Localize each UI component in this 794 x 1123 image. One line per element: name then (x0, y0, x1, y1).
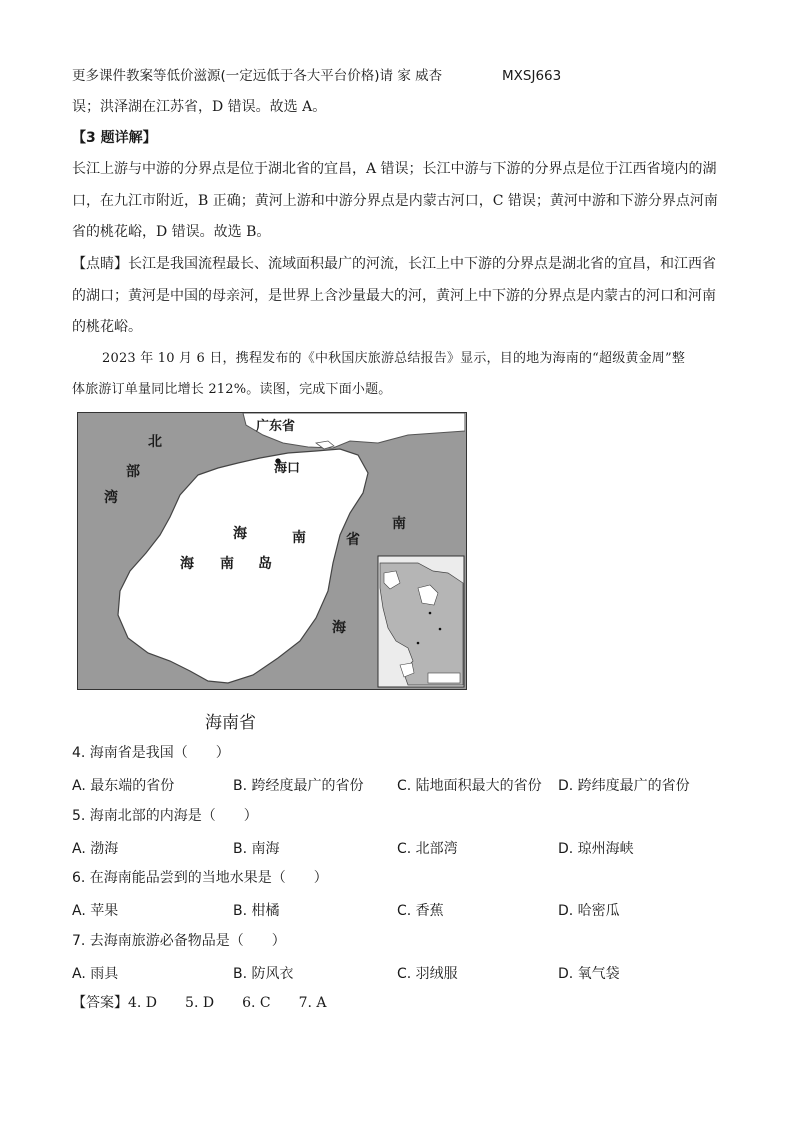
question-6-option-d: D. 哈密瓜 (558, 903, 620, 919)
label-bu: 部 (126, 464, 140, 480)
question-7-option-d: D. 氧气袋 (558, 966, 620, 982)
question-4-option-b: B. 跨经度最广的省份 (233, 778, 364, 794)
label-island-nan: 南 (220, 556, 234, 572)
detail3-heading: 【3 题详解】 (72, 130, 157, 146)
label-hai-sea: 海 (332, 620, 346, 636)
question-4-option-d: D. 跨纬度最广的省份 (558, 778, 690, 794)
question-4-option-a: A. 最东端的省份 (72, 778, 175, 794)
map-caption: 海南省 (205, 713, 256, 733)
question-5-option-d: D. 琼州海峡 (558, 841, 634, 857)
hainan-map (77, 412, 467, 690)
label-guangdong: 广东省 (256, 419, 296, 434)
question-6-option-c: C. 香蕉 (397, 903, 444, 919)
question-7-option-c: C. 羽绒服 (397, 966, 458, 982)
tip-line-2: 的湖口；黄河是中国的母亲河，是世界上含沙量最大的河，黄河上中下游的分界点是内蒙古的河口和河南 (72, 288, 716, 304)
question-5-stem: 5. 海南北部的内海是（ ） (72, 808, 258, 824)
intro-line-2: 体旅游订单量同比增长 212%。读图，完成下面小题。 (72, 382, 392, 397)
label-sheng: 省 (346, 532, 360, 548)
header-promo: 更多课件教案等低价滋源(一定远低于各大平台价格)请 家 威杏 (72, 68, 443, 84)
question-7-option-b: B. 防风衣 (233, 966, 294, 982)
label-bei: 北 (148, 434, 162, 450)
question-6-option-b: B. 柑橘 (233, 903, 280, 919)
question-7-option-a: A. 雨具 (72, 966, 119, 982)
detail3-line-3: 省的桃花峪，D 错误。故选 B。 (72, 224, 271, 240)
hainan-island (118, 449, 368, 683)
detail3-line-2: 口，在九江市附近，B 正确；黄河上游和中游分界点是内蒙古河口，C 错误；黄河中游和下游分界点河南 (72, 193, 718, 209)
question-6-stem: 6. 在海南能品尝到的当地水果是（ ） (72, 870, 328, 886)
question-5-option-b: B. 南海 (233, 841, 280, 857)
tip-line-1: 【点睛】长江是我国流程最长、流域面积最广的河流，长江上中下游的分界点是湖北省的宜昌，和江西省 (72, 256, 716, 272)
question-4-option-c: C. 陆地面积最大的省份 (397, 778, 542, 794)
tip-line-3: 的桃花峪。 (72, 319, 142, 335)
label-hai-province: 海 (233, 526, 247, 542)
question-7-stem: 7. 去海南旅游必备物品是（ ） (72, 933, 286, 949)
label-island-hai: 海 (180, 556, 194, 572)
question-4-stem: 4. 海南省是我国（ ） (72, 745, 230, 761)
header-banner (72, 66, 562, 86)
question-5-option-c: C. 北部湾 (397, 841, 458, 857)
label-island-dao: 岛 (258, 556, 272, 572)
answer-tag: 【答案】 (72, 995, 128, 1011)
detail3-line-1: 长江上游与中游的分界点是位于湖北省的宜昌，A 错误；长江中游与下游的分界点是位于江西省境内的湖 (72, 161, 717, 177)
answer-line (72, 993, 327, 1013)
label-haikou: 海口 (274, 461, 301, 476)
question-5-option-a: A. 渤海 (72, 841, 119, 857)
label-nan-sea: 南 (392, 516, 406, 532)
answer-text: 4. D 5. D 6. C 7. A (128, 995, 327, 1011)
label-nan-province: 南 (292, 530, 306, 546)
header-code: MXSJ663 (502, 68, 562, 84)
previous-answer-tail: 误；洪泽湖在江苏省，D 错误。故选 A。 (72, 99, 327, 115)
label-wan: 湾 (104, 490, 118, 506)
question-6-option-a: A. 苹果 (72, 903, 119, 919)
intro-line-1: 2023 年 10 月 6 日，携程发布的《中秋国庆旅游总结报告》显示，目的地为海南的“超级黄金周”整 (102, 351, 686, 366)
